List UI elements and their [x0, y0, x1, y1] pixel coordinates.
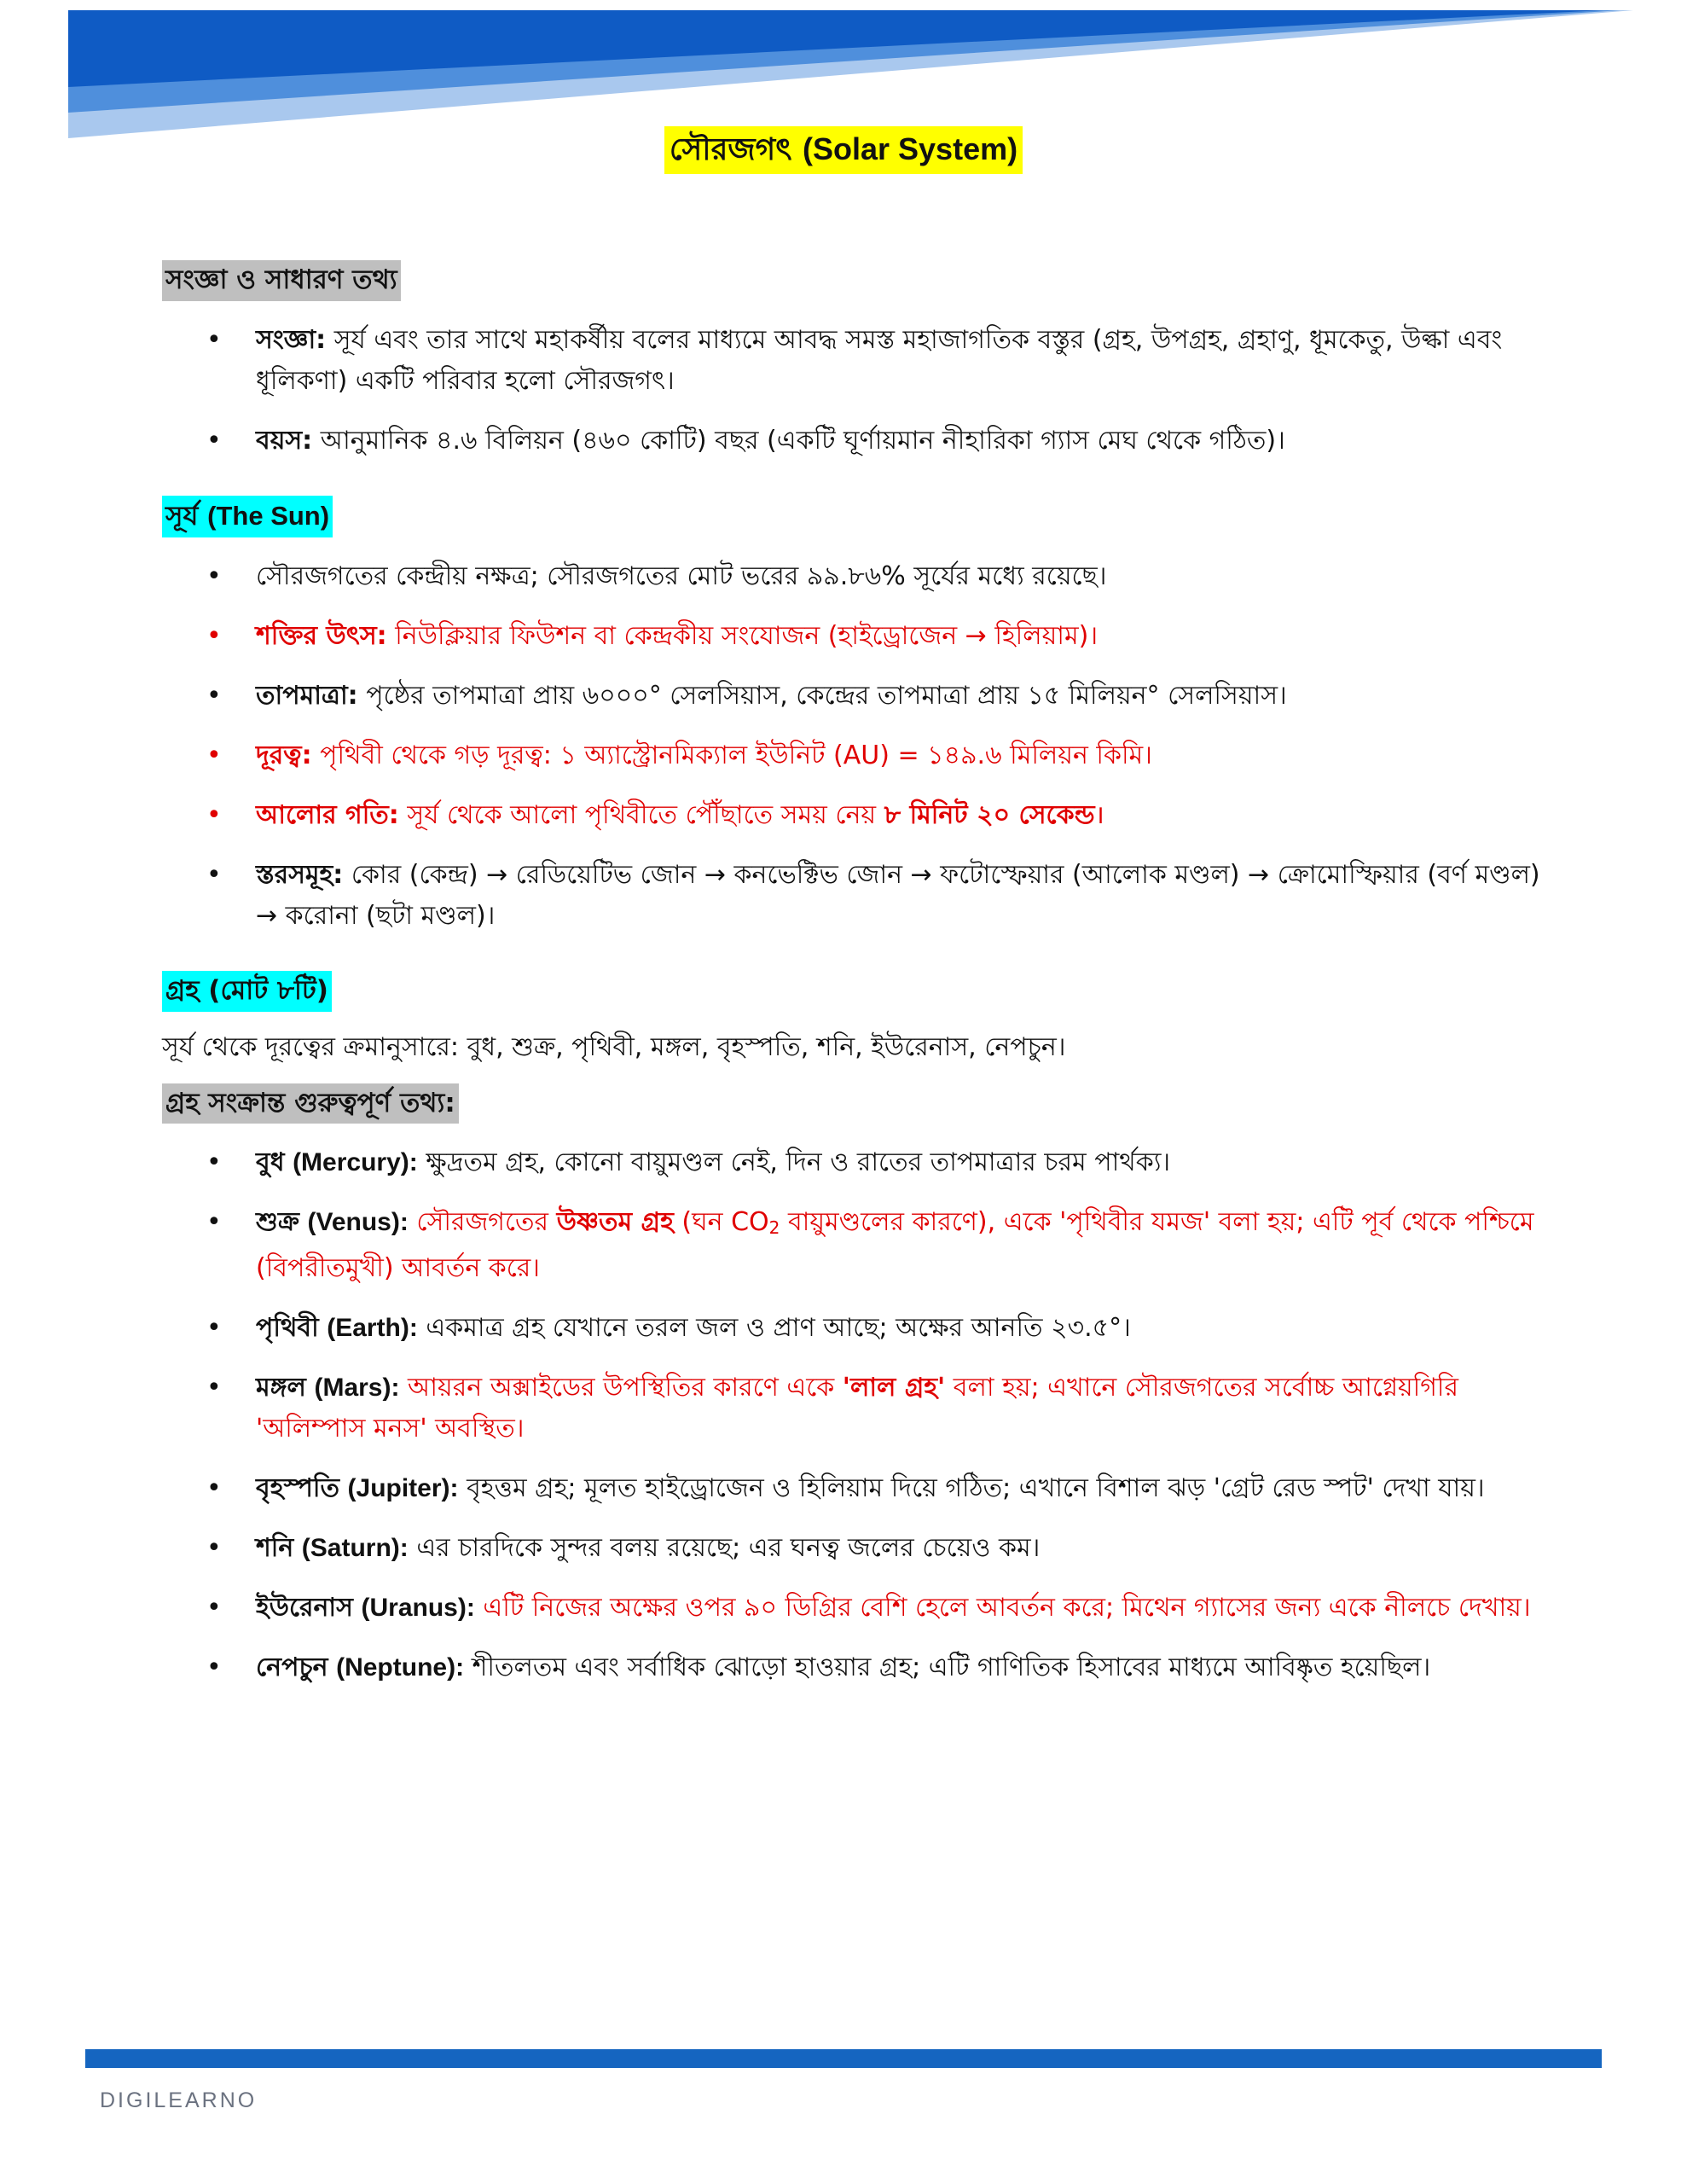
item-text: পৃষ্ঠের তাপমাত্রা প্রায় ৬০০০° সেলসিয়াস, কেন্দ্রের তাপমাত্রা প্রায় ১৫ মিলিয়ন° সেলসিয়াস। — [366, 680, 1287, 711]
planet-name-en: (Uranus): — [361, 1594, 475, 1623]
bullet-icon: • — [206, 1593, 222, 1623]
general-list — [162, 320, 1544, 462]
page-title — [664, 126, 1023, 174]
item-text: আনুমানিক ৪.৬ বিলিয়ন (৪৬০ কোটি) বছর (একটি ঘূর্ণায়মান নীহারিকা গ্যাস মেঘ থেকে গঠিত)। — [320, 425, 1285, 456]
bullet-icon: • — [206, 324, 222, 355]
item-label: বয়স: — [256, 425, 313, 456]
bullet-icon: • — [206, 1207, 222, 1238]
planet-name-en: (Jupiter): — [347, 1474, 459, 1503]
bullet-icon: • — [206, 1653, 222, 1683]
planet-name-en: (Saturn): — [301, 1534, 409, 1563]
planet-name: নেপচুন — [256, 1653, 328, 1683]
section-heading-general: সংজ্ঞা ও সাধারণ তথ্য — [162, 260, 401, 301]
bullet-icon: • — [206, 620, 222, 651]
list-item — [162, 556, 1544, 597]
bullet-icon: • — [206, 859, 222, 890]
planet-name: পৃথিবী — [256, 1313, 319, 1344]
list-item — [162, 616, 1544, 657]
title-bn: সৌরজগৎ — [669, 132, 792, 167]
list-item — [162, 1368, 1544, 1449]
co2-subscript: 2 — [768, 1217, 780, 1239]
planet-list — [162, 1142, 1544, 1688]
list-item — [162, 1468, 1544, 1509]
item-label: আলোর গতি: — [256, 799, 399, 830]
section-heading-sun — [162, 496, 333, 537]
list-item — [162, 676, 1544, 717]
item-text: বৃহত্তম গ্রহ; মূলত হাইড্রোজেন ও হিলিয়াম দিয়ে গঠিত; এখানে বিশাল ঝড় 'গ্রেট রেড স্পট' দেখা যায়। — [467, 1473, 1485, 1504]
banner-stripe-dark — [68, 10, 1603, 87]
planet-name-en: (Venus): — [307, 1208, 409, 1237]
bullet-icon: • — [206, 680, 222, 711]
bullet-icon: • — [206, 561, 222, 591]
item-text-red — [256, 1207, 1534, 1283]
footer-bar — [85, 2049, 1602, 2068]
list-item — [162, 735, 1544, 776]
item-text: শীতলতম এবং সর্বাধিক ঝোড়ো হাওয়ার গ্রহ; এটি গাণিতিক হিসাবের মাধ্যমে আবিষ্কৃত হয়েছিল। — [472, 1653, 1431, 1683]
list-item — [162, 855, 1544, 937]
item-text: সৌরজগতের — [416, 1207, 549, 1238]
title-en: (Solar System) — [803, 131, 1018, 166]
planet-order-text: সূর্য থেকে দূরত্বের ক্রমানুসারে: বুধ, শুক্র, পৃথিবী, মঙ্গল, বৃহস্পতি, শনি, ইউরেনাস, নেপচুন। — [162, 1031, 1066, 1062]
title-wrap — [0, 126, 1687, 174]
item-label: সংজ্ঞা: — [256, 324, 327, 355]
item-text: এর চারদিকে সুন্দর বলয় রয়েছে; এর ঘনত্ব জলের চেয়েও কম। — [416, 1533, 1041, 1564]
item-label: তাপমাত্রা: — [256, 680, 358, 711]
planet-name-en: (Mars): — [314, 1374, 400, 1403]
list-item — [162, 1528, 1544, 1569]
bullet-icon: • — [206, 1313, 222, 1344]
planet-name: মঙ্গল — [256, 1373, 306, 1403]
planet-name: বুধ — [256, 1147, 285, 1178]
item-label: স্তরসমূহ: — [256, 859, 344, 890]
item-emphasis: উষ্ণতম গ্রহ — [556, 1207, 674, 1238]
section-general — [162, 260, 1544, 462]
list-item — [162, 1202, 1544, 1289]
list-item — [162, 1142, 1544, 1183]
list-item — [162, 320, 1544, 402]
item-text: এটি নিজের অক্ষের ওপর ৯০ ডিগ্রির বেশি হেলে আবর্তন করে; মিথেন গ্যাসের জন্য একে নীলচে দেখায়। — [483, 1593, 1531, 1623]
item-text: সূর্য এবং তার সাথে মহাকর্ষীয় বলের মাধ্যমে আবদ্ধ সমস্ত মহাজাগতিক বস্তুর (গ্রহ, উপগ্রহ, গ্রহাণু, ধূমকেতু, উল্কা এবং ধূলিকণা) একটি পরিবার হলো সৌরজগৎ। — [256, 324, 1503, 396]
bullet-icon: • — [206, 740, 222, 770]
item-text-end: বায়ুমণ্ডলের কারণে), একে 'পৃথিবীর যমজ' বলা হয়; এটি পূর্ব থেকে পশ্চিমে (বিপরীতমুখী) আবর্তন করে। — [256, 1207, 1534, 1284]
item-text: আয়রন অক্সাইডের উপস্থিতির কারণে একে — [408, 1373, 835, 1403]
item-text-mid: (ঘন CO — [681, 1207, 769, 1238]
bullet-icon: • — [206, 1147, 222, 1178]
section-sun — [162, 496, 1544, 937]
item-text-red — [256, 1373, 1458, 1443]
sun-heading-bn: সূর্য — [165, 500, 199, 531]
footer-brand: DIGILEARNO — [100, 2088, 258, 2112]
planet-name-en: (Neptune): — [336, 1653, 465, 1682]
list-item — [162, 1647, 1544, 1688]
main-content — [162, 260, 1544, 1722]
list-item — [162, 795, 1544, 836]
planet-name-en: (Earth): — [327, 1314, 418, 1343]
list-item — [162, 421, 1544, 462]
item-text: কোর (কেন্দ্র) → রেডিয়েটিভ জোন → কনভেক্টিভ জোন → ফটোস্ফেয়ার (আলোক মণ্ডল) → ক্রোমোস্ফিয়ার (বর্ণ মণ্ডল) → করোনা (ছটা মণ্ডল)। — [256, 859, 1540, 931]
item-text-end: । — [1094, 799, 1104, 830]
item-text-end: বলা হয়; এখানে সৌরজগতের সর্বোচ্চ আগ্নেয়গিরি 'অলিম্পাস মনস' অবস্থিত। — [256, 1373, 1458, 1444]
item-text: একমাত্র গ্রহ যেখানে তরল জল ও প্রাণ আছে; অক্ষের আনতি ২৩.৫°। — [426, 1313, 1131, 1344]
list-item — [162, 1588, 1544, 1629]
bullet-icon: • — [206, 1473, 222, 1504]
planet-name: বৃহস্পতি — [256, 1473, 339, 1504]
item-emphasis: ৮ মিনিট ২০ সেকেন্ড — [884, 799, 1095, 830]
sun-heading-en: (The Sun) — [207, 500, 330, 531]
item-text: পৃথিবী থেকে গড় দূরত্ব: ১ অ্যাস্ট্রোনমিক্যাল ইউনিট (AU) = ১৪৯.৬ মিলিয়ন কিমি। — [320, 740, 1152, 770]
header-banner — [0, 0, 1687, 145]
sun-list — [162, 556, 1544, 937]
bullet-icon: • — [206, 1373, 222, 1403]
list-item — [162, 1308, 1544, 1349]
planet-name: শনি — [256, 1533, 294, 1564]
planet-name: শুক্র — [256, 1207, 299, 1238]
item-text: ক্ষুদ্রতম গ্রহ, কোনো বায়ুমণ্ডল নেই, দিন ও রাতের তাপমাত্রার চরম পার্থক্য। — [426, 1147, 1171, 1178]
bullet-icon: • — [206, 1533, 222, 1564]
item-text: সূর্য থেকে আলো পৃথিবীতে পৌঁছাতে সময় নেয় — [407, 799, 877, 830]
section-heading-planets: গ্রহ (মোট ৮টি) — [162, 971, 332, 1012]
bullet-icon: • — [206, 425, 222, 456]
section-planets — [162, 971, 1544, 1689]
item-label: দূরত্ব: — [256, 740, 312, 770]
section-heading-planet-facts: গ্রহ সংক্রান্ত গুরুত্বপূর্ণ তথ্য: — [162, 1083, 459, 1124]
bullet-icon: • — [206, 799, 222, 830]
planet-name-en: (Mercury): — [293, 1148, 418, 1177]
item-text: নিউক্লিয়ার ফিউশন বা কেন্দ্রকীয় সংযোজন (হাইড্রোজেন → হিলিয়াম)। — [395, 620, 1099, 651]
item-label: শক্তির উৎস: — [256, 620, 387, 651]
item-text: সৌরজগতের কেন্দ্রীয় নক্ষত্র; সৌরজগতের মোট ভরের ৯৯.৮৬% সূর্যের মধ্যে রয়েছে। — [256, 561, 1107, 591]
planet-name: ইউরেনাস — [256, 1593, 353, 1623]
item-emphasis: 'লাল গ্রহ' — [842, 1373, 946, 1403]
